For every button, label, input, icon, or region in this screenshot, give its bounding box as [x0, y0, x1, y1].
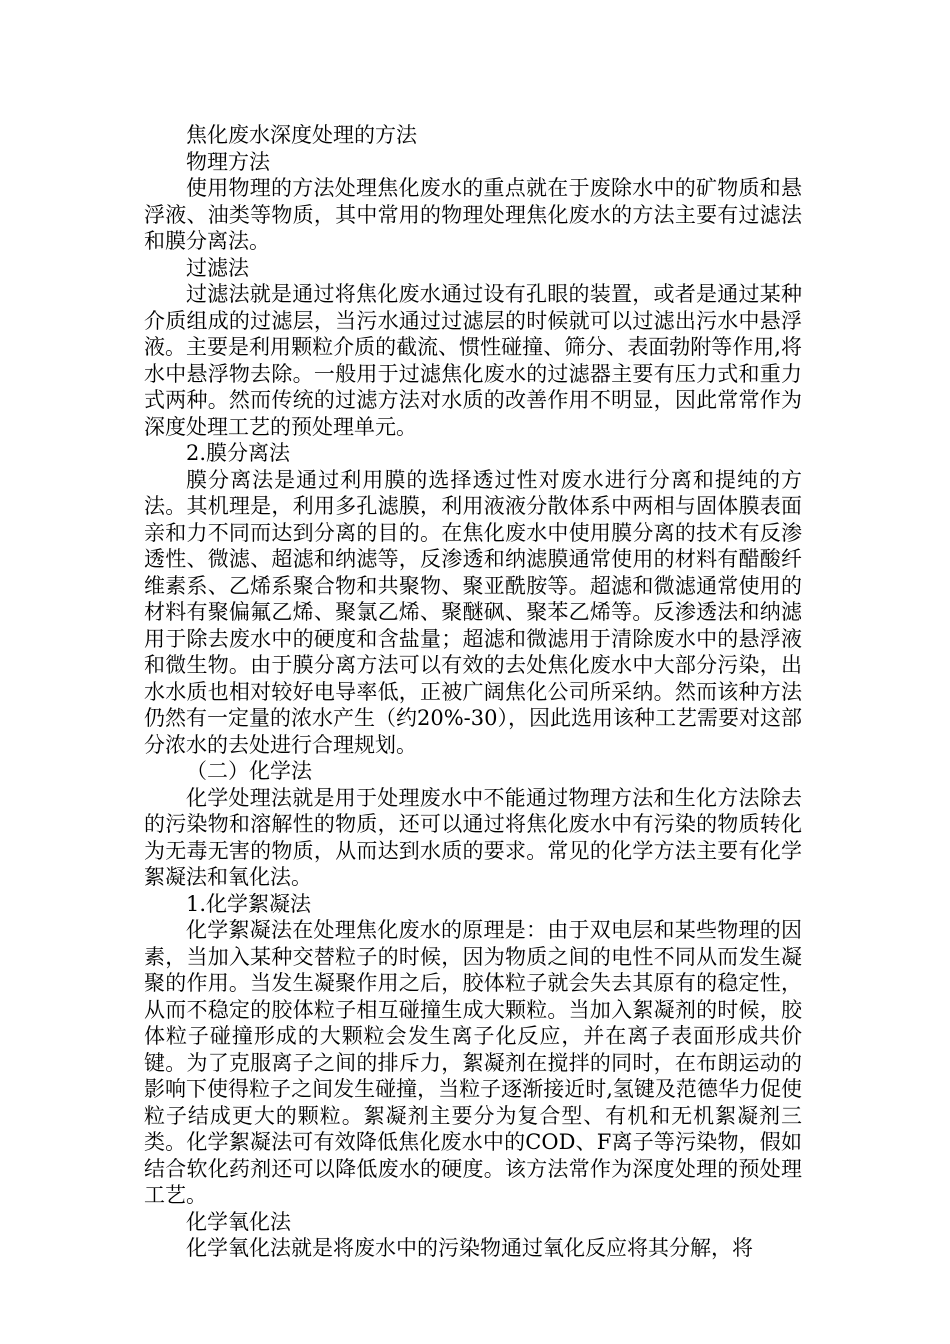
paragraph-flocculation: 化学絮凝法在处理焦化废水的原理是：由于双电层和某些物理的因素，当加入某种交替粒子的时候，因为物质之间的电性不同从而发生凝聚的作用。当发生凝聚作用之后，胶体粒子就会失去其原有的稳定性，从而不稳定的胶体粒子相互碰撞生成大颗粒。当加入絮凝剂的时候，胶体粒子碰撞形成的大颗粒会发生离子化反应，并在离子表面形成共价键。为了克服离子之间的排斥力，絮凝剂在搅拌的同时，在布朗运动的影响下使得粒子之间发生碰撞，当粒子逐渐接近时,氢键及范德华力促使粒子结成更大的颗粒。絮凝剂主要分为复合型、有机和无机絮凝剂三类。化学絮凝法可有效降低焦化废水中的COD、F离子等污染物，假如结合软化药剂还可以降低废水的硬度。该方法常作为深度处理的预处理工艺。 [144, 918, 802, 1207]
section-heading-filtration: 过滤法 [186, 255, 249, 280]
paragraph-filtration: 过滤法就是通过将焦化废水通过设有孔眼的装置，或者是通过某种介质组成的过滤层，当污水通过过滤层的时候就可以过滤出污水中悬浮液。主要是利用颗粒介质的截流、惯性碰撞、筛分、表面勃附等作用,将水中悬浮物去除。一般用于过滤焦化废水的过滤器主要有压力式和重力式两种。然而传统的过滤方法对水质的改善作用不明显，因此常常作为深度处理工艺的预处理单元。 [144, 282, 802, 439]
section-heading-flocculation: 1.化学絮凝法 [186, 891, 312, 916]
section-heading-chemical-oxidation: 化学氧化法 [186, 1209, 291, 1234]
paragraph-chemical-intro: 化学处理法就是用于处理废水中不能通过物理方法和生化方法除去的污染物和溶解性的物质，还可以通过将焦化废水中有污染的物质转化为无毒无害的物质，从而达到水质的要求。常见的化学方法主要有化学絮凝法和氧化法。 [144, 785, 802, 889]
document-page [144, 122, 802, 1262]
paragraph-chemical-oxidation: 化学氧化法就是将废水中的污染物通过氧化反应将其分解，将 [186, 1236, 753, 1260]
section-heading-chemical-methods: （二）化学法 [186, 759, 312, 783]
section-heading-physical-methods: 物理方法 [186, 149, 270, 174]
paragraph-physical-intro: 使用物理的方法处理焦化废水的重点就在于废除水中的矿物质和悬浮液、油类等物质，其中常用的物理处理焦化废水的方法主要有过滤法和膜分离法。 [144, 176, 802, 253]
paragraph-membrane-separation: 膜分离法是通过利用膜的选择透过性对废水进行分离和提纯的方法。其机理是，利用多孔滤膜，利用液液分散体系中两相与固体膜表面亲和力不同而达到分离的目的。在焦化废水中使用膜分离的技术有反渗透性、微滤、超滤和纳滤等，反渗透和纳滤膜通常使用的材料有醋酸纤维素系、乙烯系聚合物和共聚物、聚亚酰胺等。超滤和微滤通常使用的材料有聚偏氟乙烯、聚氯乙烯、聚醚砜、聚苯乙烯等。反渗透法和纳滤用于除去废水中的硬度和含盐量；超滤和微滤用于清除废水中的悬浮液和微生物。由于膜分离方法可以有效的去处焦化废水中大部分污染，出水水质也相对较好电导率低，正被广阔焦化公司所采纳。然而该种方法仍然有一定量的浓水产生（约20%-30），因此选用该种工艺需要对这部分浓水的去处进行合理规划。 [144, 467, 802, 757]
section-heading-membrane-separation: 2.膜分离法 [186, 441, 291, 465]
document-title: 焦化废水深度处理的方法 [186, 123, 417, 147]
